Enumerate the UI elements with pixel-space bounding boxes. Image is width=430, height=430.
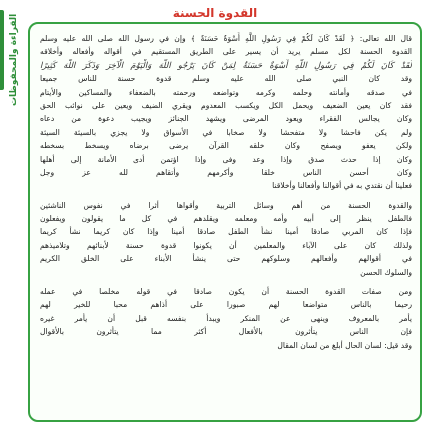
text-line: رحيما بالناس متواضعا لهم صبورا على أذاهم محبا للخير لهم [40,300,412,310]
text-line: وكان إذا حدث صدق وإذا وعد وفى وإذا اؤتمن أدى الأمانة إلى أهلها [40,154,412,164]
text-line: ومن صفات القدوة الحسنة أن يكون صادقا في قوله مخلصا في عمله [40,287,412,297]
text-line: وقد كان النبي صلى الله عليه وسلم قدوة حسنة للناس جميعا [40,74,412,84]
side-label: القراءة والمحفوظات [9,14,19,107]
text-line: فالطفل ينظر إلى أبيه وأمه ومعلمه ويقلدهم في كل ما يقولون ويفعلون [40,214,412,224]
text-line: ولكن يعفو ويصفح وكان خلقه القرآن يرضى برضاه ويسخط بسخطه [40,141,412,151]
text-line: في صدقه وأمانته وحلمه وكرمه وتواضعه ورحمته بالضعفاء والمساكين والأيتام [40,87,412,97]
text-line: لَقَدْ كَانَ لَكُمْ فِي رَسُولِ اللَّهِ أُسْوَةٌ حَسَنَةٌ لِمَنْ كَانَ يَرْجُو اللَّهَ وَالْيَوْمَ الْآخِرَ وَذَكَرَ اللَّهَ كَثِيرًا [40,59,412,70]
text-body [40,32,412,416]
text-line: فعلينا أن نقتدي به في أقوالنا وأفعالنا وأخلاقنا [272,181,412,191]
text-line: ولم يكن فاحشا ولا متفحشا ولا صخابا في الأسواق ولا يجزي بالسيئة السيئة [40,127,412,137]
text-line: فإن الناس يتأثرون بالأفعال أكثر مما يتأثرون بالأقوال [40,327,412,337]
page-title: القدوة الحسنة [172,6,258,20]
text-line: ولذلك كان على الآباء والمعلمين أن يكونوا قدوة حسنة لأبنائهم وتلاميذهم [40,240,412,250]
text-line: والقدوة الحسنة من أهم وسائل التربية وأقواها أثرا في نفوس الناشئين [40,200,412,210]
text-line: القدوة الحسنة لكل مسلم يريد أن يسير على الطريق المستقيم في أقواله وأفعاله وأخلاقه [40,47,412,57]
text-line: يأمر بالمعروف وينهى عن المنكر ويبدأ بنفسه قبل أن يأمر غيره [40,313,412,323]
side-tab-marker [0,10,4,90]
text-line: فإذا كان المربي صادقا أمينا نشأ الطفل صادقا أمينا وإذا كان كريما نشأ كريما [40,227,412,237]
text-line: وقد قيل: لسان الحال أبلغ من لسان المقال [277,340,412,350]
text-line: فقد كان يعين الضعيف ويحمل الكل ويكسب المعدوم ويقري الضيف ويعين على نوائب الحق [40,100,412,110]
text-line: في أقوالهم وأفعالهم وسلوكهم حتى ينشأ الأبناء على الخلق الكريم [40,254,412,264]
text-line: وكان يجالس الفقراء ويعود المرضى ويشهد الجنائز ويجيب دعوة من دعاه [40,114,412,124]
text-line: وكان أحسن الناس خلقا وأكرمهم وأتقاهم لله عز وجل [40,167,412,177]
text-line: قال الله تعالى: ﴿ لَقَدْ كَانَ لَكُمْ فِي رَسُولِ اللَّهِ أُسْوَةٌ حَسَنَةٌ ﴾ وإن في رسول الله صلى الله عليه وسلم [40,34,412,43]
text-line: والسلوك الحسن [360,267,412,277]
